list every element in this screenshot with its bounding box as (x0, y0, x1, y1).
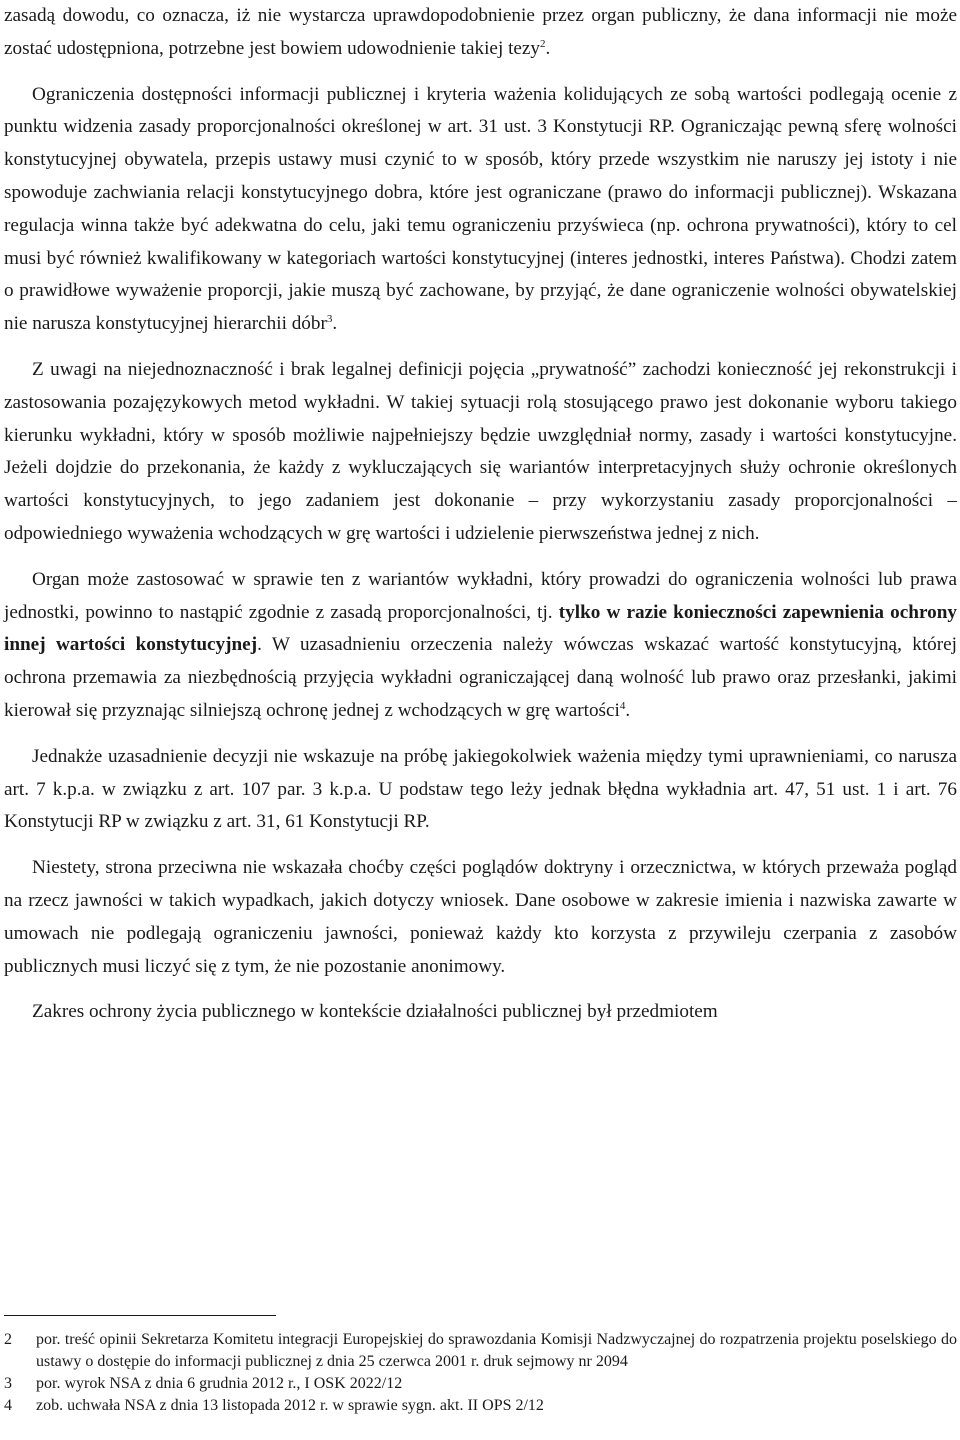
paragraph-2 (4, 79, 957, 341)
footnote-text: por. wyrok NSA z dnia 6 grudnia 2012 r., I OSK 2022/12 (36, 1375, 403, 1392)
paragraph-text: zasadą dowodu, co oznacza, iż nie wystarcza uprawdopodobnienie przez organ publiczny, że dana informacji nie może zostać udostępniona, potrzebne jest bowiem udowodnienie takiej tezy (4, 5, 957, 59)
paragraph-text: Niestety, strona przeciwna nie wskazała choćby części poglądów doktryny i orzecznictwa, w których przeważa pogląd na rzecz jawności w takich wypadkach, jakich dotyczy wniosek. Dane osobowe w zakresie imienia i nazwiska zawarte w umowach nie podlegają ograniczeniu jawności, ponieważ każdy kto korzysta z przywileju czerpania z zasobów publicznych musi liczyć się z tym, że nie pozostanie anonimowy. (4, 857, 957, 977)
paragraph-text: Zakres ochrony życia publicznego w kontekście działalności publicznej był przedmiotem (32, 1001, 718, 1023)
paragraph-text: Z uwagi na niejednoznaczność i brak legalnej definicji pojęcia „prywatność” zachodzi konieczność jej rekonstrukcji i zastosowania pozajęzykowych metod wykładni. W takiej sytuacji rolą stosującego prawo jest dokonanie wyboru takiego kierunku wykładni, który w sposób możliwie najpełniejszy będzie uwzględniał normy, zasady i wartości konstytucyjne. Jeżeli dojdzie do przekonania, że każdy z wykluczających się wariantów interpretacyjnych służy ochronie określonych wartości konstytucyjnych, to jego zadaniem jest dokonanie – przy wykorzystaniu zasady proporcjonalności – odpowiedniego wyważenia wchodzących w grę wartości i udzielenie pierwszeństwa jednej z nich. (4, 358, 957, 544)
emphasized-text: tylko w razie konieczności zapewnienia ochrony innej wartości konstytucyjnej (4, 601, 957, 656)
paragraph-1 (4, 0, 957, 66)
paragraph-5 (4, 741, 957, 839)
footnotes-section (4, 1315, 957, 1417)
footnote-text: por. treść opinii Sekretarza Komitetu integracji Europejskiej do sprawozdania Komisji Nadzwyczajnej do rozpatrzenia projektu poselskiego do ustawy o dostępie do informacji publicznej z dnia 25 czerwca 2001 r. druk sejmowy nr 2094 (36, 1331, 957, 1370)
document-body (4, 0, 957, 1029)
paragraph-text: . (332, 313, 338, 335)
paragraph-text: Organ może zastosować w sprawie ten z wariantów wykładni, który prowadzi do ograniczenia wolności lub prawa jednostki, powinno to nastąpić zgodnie z zasadą proporcjonalności, tj. (4, 568, 957, 623)
paragraph-7 (4, 996, 957, 1029)
footnote-text: zob. uchwała NSA z dnia 13 listopada 2012 r. w sprawie sygn. akt. II OPS 2/12 (36, 1397, 544, 1414)
footnote-item (4, 1329, 957, 1373)
footnote-separator (4, 1315, 276, 1316)
paragraph-text: . W uzasadnieniu orzeczenia należy wówczas wskazać wartość konstytucyjną, której ochrona przemawia za niezbędnością przyjęcia wykładni ograniczającej daną wolność lub prawo oraz przesłanki, jakimi kierował się przyznając silniejszą ochronę jednej z wchodzących w grę wartości (4, 634, 957, 721)
paragraph-6 (4, 852, 957, 983)
paragraph-text: . (625, 699, 631, 721)
footnote-number: 4 (4, 1397, 12, 1414)
paragraph-text: Ograniczenia dostępności informacji publicznej i kryteria ważenia kolidujących ze sobą wartości podlegają ocenie z punktu widzenia zasady proporcjonalności określonej w art. 31 ust. 3 Konstytucji RP. Ograniczając pewną sferę wolności konstytucyjnej obywatela, przepis ustawy musi czynić to w sposób, który przede wszystkim nie naruszy jej istoty i nie spowoduje zachwiania relacji konstytucyjnego dobra, które jest ograniczane (prawo do informacji publicznej). Wskazana regulacja winna także być adekwatna do celu, jaki temu ograniczeniu przyświeca (np. ochrona prywatności), który to cel musi być również kwalifikowany w kategoriach wartości konstytucyjnej (interes jednostki, interes Państwa). Chodzi zatem o prawidłowe wyważenie proporcji, jakie muszą być zachowane, by przyjąć, że dane ograniczenie wolności obywatelskiej nie narusza konstytucyjnej hierarchii dóbr (4, 83, 957, 335)
footnote-number: 2 (4, 1331, 12, 1348)
footnote-number: 3 (4, 1375, 12, 1392)
footnote-item (4, 1395, 957, 1417)
paragraph-3 (4, 354, 957, 551)
footnote-reference[interactable]: 4 (619, 699, 626, 712)
paragraph-text: . (545, 37, 551, 59)
footnote-reference[interactable]: 3 (326, 313, 333, 326)
footnote-item (4, 1373, 957, 1395)
paragraph-text: Jednakże uzasadnienie decyzji nie wskazuje na próbę jakiegokolwiek ważenia między tymi uprawnieniami, co narusza art. 7 k.p.a. w związku z art. 107 par. 3 k.p.a. U podstaw tego leży jednak błędna wykładnia art. 47, 51 ust. 1 i art. 76 Konstytucji RP w związku z art. 31, 61 Konstytucji RP. (4, 745, 957, 833)
footnote-reference[interactable]: 2 (540, 37, 546, 50)
paragraph-4 (4, 564, 957, 728)
